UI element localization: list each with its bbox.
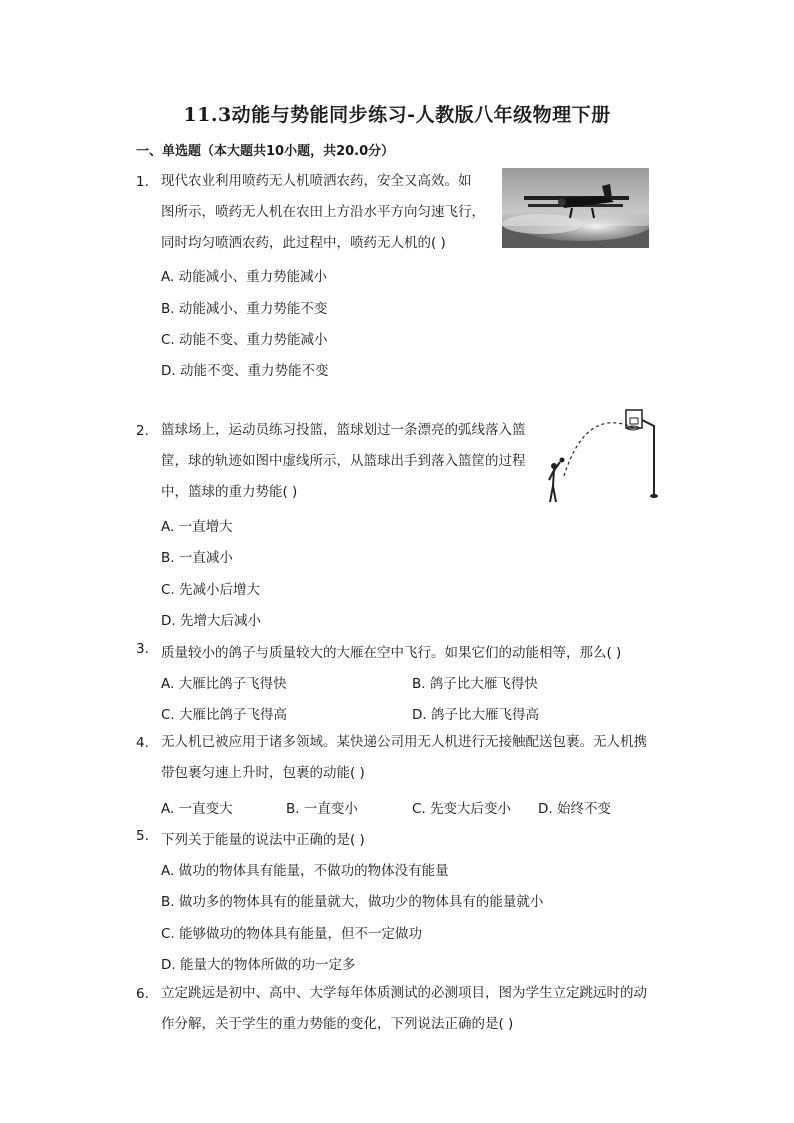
question-1-text	[161, 166, 485, 259]
question-6-text	[161, 978, 647, 1040]
question-number: 3.	[136, 641, 149, 657]
option-c[interactable]: C. 先变大后变小	[412, 801, 512, 817]
question-number: 5.	[136, 828, 149, 844]
option-c[interactable]: C. 能够做功的物体具有能量，但不一定做功	[161, 926, 423, 942]
question-line: 带包裹匀速上升时，包裹的动能( )	[161, 765, 365, 781]
question-line: 同时均匀喷洒农药，此过程中，喷药无人机的( )	[161, 235, 446, 251]
option-b[interactable]: B. 动能减小、重力势能不变	[161, 301, 328, 317]
option-b[interactable]: B. 一直变小	[286, 801, 358, 817]
option-a[interactable]: A. 大雁比鸽子飞得快	[161, 676, 287, 692]
question-number: 4.	[136, 735, 149, 751]
option-c[interactable]: C. 大雁比鸽子飞得高	[161, 707, 288, 723]
question-2-text	[161, 415, 526, 508]
question-line: 中，篮球的重力势能( )	[161, 484, 298, 500]
question-line: 作分解，关于学生的重力势能的变化，下列说法正确的是( )	[161, 1016, 514, 1032]
option-d[interactable]: D. 鸽子比大雁飞得高	[412, 707, 539, 723]
option-c[interactable]: C. 先减小后增大	[161, 582, 261, 598]
question-line: 立定跳远是初中、高中、大学每年体质测试的必测项目，图为学生立定跳远时的动	[161, 985, 647, 1001]
question-line: 无人机已被应用于诸多领域。某快递公司用无人机进行无接触配送包裹。无人机携	[161, 734, 647, 750]
option-b[interactable]: B. 做功多的物体具有的能量就大，做功少的物体具有的能量就小	[161, 894, 544, 910]
option-b[interactable]: B. 一直减小	[161, 550, 233, 566]
question-number: 1.	[136, 174, 149, 190]
option-d[interactable]: D. 先增大后减小	[161, 613, 261, 629]
option-a[interactable]: A. 一直变大	[161, 801, 233, 817]
option-d[interactable]: D. 动能不变、重力势能不变	[161, 363, 329, 379]
question-line: 现代农业利用喷药无人机喷洒农药，安全又高效。如	[161, 173, 472, 189]
basketball-trajectory-image	[546, 406, 668, 514]
question-5-text: 下列关于能量的说法中正确的是( )	[161, 832, 365, 848]
question-line: 篮球场上，运动员练习投篮，篮球划过一条漂亮的弧线落入篮	[161, 422, 526, 438]
question-line: 图所示，喷药无人机在农田上方沿水平方向匀速飞行，	[161, 204, 485, 220]
question-4-text	[161, 727, 647, 789]
option-c[interactable]: C. 动能不变、重力势能减小	[161, 332, 328, 348]
option-b[interactable]: B. 鸽子比大雁飞得快	[412, 676, 538, 692]
option-a[interactable]: A. 动能减小、重力势能减小	[161, 269, 328, 285]
question-number: 2.	[136, 423, 149, 439]
section-heading: 一、单选题（本大题共10小题，共20.0分）	[136, 144, 395, 159]
option-d[interactable]: D. 能量大的物体所做的功一定多	[161, 957, 356, 973]
crop-duster-plane-image	[502, 168, 649, 248]
question-number: 6.	[136, 986, 149, 1002]
question-line: 筐，球的轨迹如图中虚线所示，从篮球出手到落入篮筐的过程	[161, 453, 526, 469]
option-d[interactable]: D. 始终不变	[538, 801, 611, 817]
page-title: 11.3动能与势能同步练习-人教版八年级物理下册	[183, 104, 611, 126]
option-a[interactable]: A. 做功的物体具有能量，不做功的物体没有能量	[161, 863, 449, 879]
option-a[interactable]: A. 一直增大	[161, 519, 233, 535]
question-3-text: 质量较小的鸽子与质量较大的大雁在空中飞行。如果它们的动能相等，那么( )	[161, 645, 622, 661]
